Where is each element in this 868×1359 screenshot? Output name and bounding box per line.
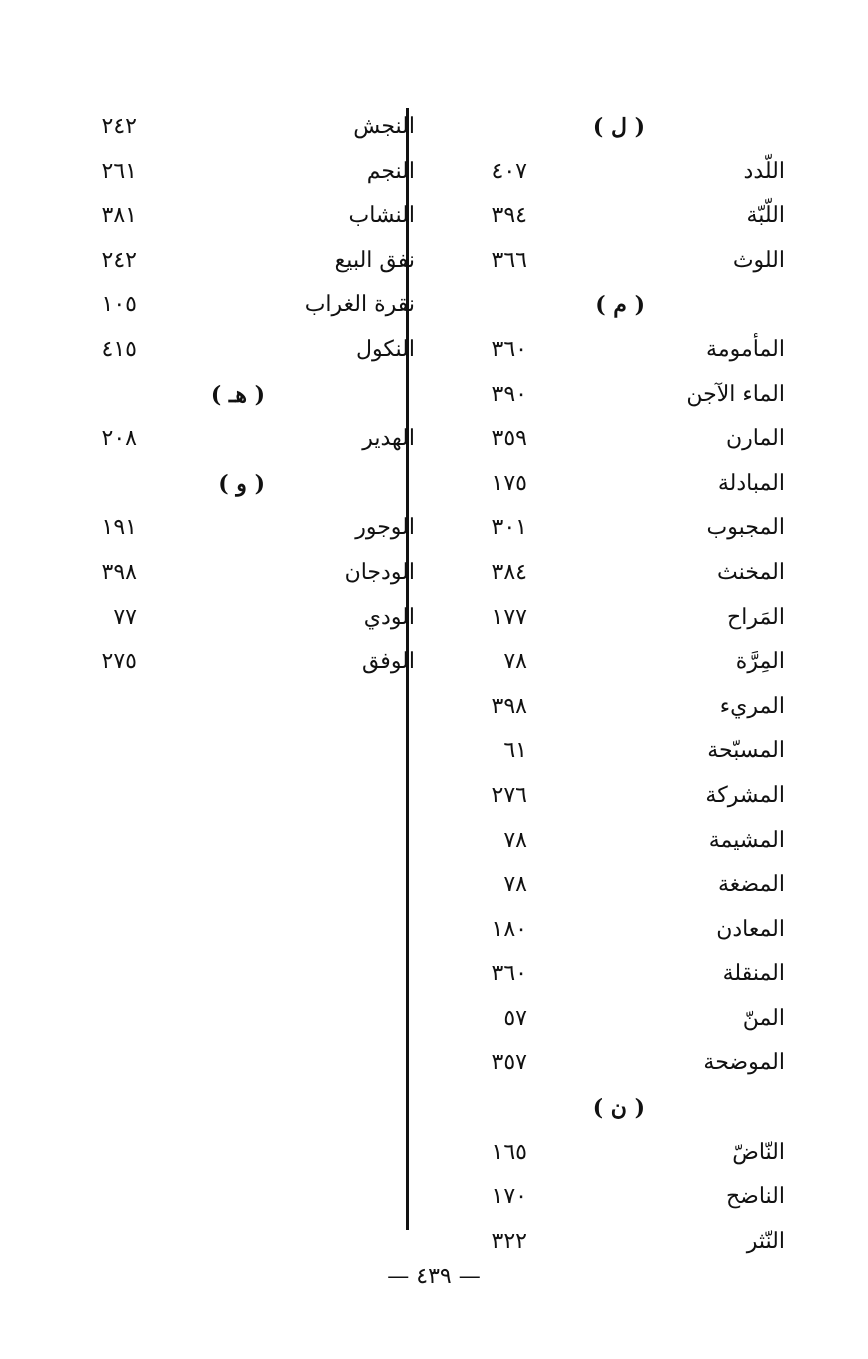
index-term: الموضحة (703, 1050, 785, 1076)
index-page-ref: ١٧٠ (491, 1184, 527, 1210)
index-page-ref: ٢٧٥ (101, 649, 137, 675)
index-page-ref: ٦١ (503, 738, 527, 764)
index-term: الوفق (361, 649, 415, 675)
index-term: اللّبّة (746, 203, 785, 229)
index-term: المَراح (727, 604, 785, 630)
index-page-ref: ٧٧ (113, 604, 137, 630)
index-term: المشيمة (708, 827, 785, 853)
index-entry (440, 911, 785, 956)
index-entry (440, 1178, 785, 1223)
index-entry (440, 1223, 785, 1268)
index-page-ref: ٣٢٢ (491, 1228, 527, 1254)
index-entry (60, 599, 415, 644)
index-term: المبادلة (717, 470, 785, 496)
index-entry (440, 1000, 785, 1045)
index-term: النجم (366, 158, 415, 184)
index-entry (440, 866, 785, 911)
index-term: الودجان (344, 559, 415, 585)
index-term: نقرة الغراب (304, 292, 415, 318)
letter-heading: ( م ) (595, 292, 645, 319)
index-page-ref: ٧٨ (503, 649, 527, 675)
index-page-ref: ٣٠١ (491, 515, 527, 541)
index-term: المارن (725, 426, 785, 452)
index-term: اللّدد (743, 158, 785, 184)
index-entry (60, 509, 415, 554)
index-entry (440, 376, 785, 421)
index-term: النجش (353, 114, 415, 139)
index-term: النشاب (348, 203, 415, 229)
index-entry (440, 509, 785, 554)
index-entry (440, 822, 785, 867)
index-page-ref: ٣٩٨ (491, 693, 527, 719)
index-page-ref: ٢٠٨ (101, 426, 137, 452)
index-term: المشركة (705, 782, 785, 808)
index-page-ref: ١٦٥ (491, 1139, 527, 1165)
index-term: الهدير (362, 426, 415, 452)
index-term: المضغة (717, 872, 785, 898)
index-term: الوجور (355, 515, 415, 541)
index-term: نفق البيع (334, 247, 415, 273)
index-entry (440, 420, 785, 465)
index-page-ref: ١٩١ (101, 515, 137, 541)
index-page-ref: ١٨٠ (491, 916, 527, 942)
index-entry (440, 1134, 785, 1179)
index-entry (440, 197, 785, 242)
index-entry (440, 554, 785, 599)
index-column-right (440, 108, 785, 1267)
index-entry (60, 331, 415, 376)
index-term: المجبوب (706, 515, 785, 541)
index-page-ref: ٣٦٠ (491, 336, 527, 362)
index-term: النّاضّ (732, 1139, 785, 1165)
letter-heading: ( ل ) (592, 114, 645, 140)
index-term: المخنث (717, 559, 785, 585)
letter-heading: ( ن ) (592, 1095, 645, 1122)
index-term: المعادن (716, 916, 785, 942)
index-entry (440, 688, 785, 733)
index-entry (60, 242, 415, 287)
index-page-ref: ٢٦١ (101, 158, 137, 184)
index-page-ref: ٣٦٠ (491, 961, 527, 987)
index-page-ref: ٢٤٢ (101, 247, 137, 273)
index-page-ref: ٥٧ (503, 1005, 527, 1031)
index-term: الودي (363, 604, 415, 630)
index-term: المِرَّة (735, 649, 785, 675)
index-term: المنّ (742, 1005, 785, 1031)
index-entry (440, 777, 785, 822)
index-page-ref: ٣٦٦ (491, 247, 527, 273)
index-page-ref: ١٠٥ (101, 292, 137, 318)
index-term: المريء (719, 693, 785, 719)
index-entry (440, 955, 785, 1000)
index-term: النكول (356, 336, 415, 362)
index-page-ref: ١٧٧ (491, 604, 527, 630)
index-page-ref: ٧٨ (503, 827, 527, 853)
index-page-ref: ٣٨١ (101, 203, 137, 229)
index-term: الناضح (725, 1184, 785, 1210)
index-entry (440, 1044, 785, 1089)
letter-heading-row (440, 108, 785, 153)
index-entry (60, 420, 415, 465)
index-entry (440, 643, 785, 688)
letter-heading-row (60, 465, 415, 510)
letter-heading: ( و ) (218, 470, 265, 497)
index-page-ref: ١٧٥ (491, 470, 527, 496)
index-page-ref: ٢٤٢ (101, 114, 137, 139)
letter-heading-row (440, 286, 785, 331)
index-entry (60, 197, 415, 242)
index-term: المسبّحة (707, 738, 785, 764)
index-term: المنقلة (722, 961, 785, 987)
index-entry (60, 286, 415, 331)
index-entry (440, 331, 785, 376)
index-page-ref: ٣٥٩ (491, 426, 527, 452)
letter-heading-row (60, 376, 415, 421)
page-number: — ٤٣٩ — (387, 1264, 481, 1289)
index-page-ref: ٧٨ (503, 872, 527, 898)
letter-heading-row (440, 1089, 785, 1134)
index-entry (60, 643, 415, 688)
index-page-ref: ٢٧٦ (491, 782, 527, 808)
index-page-ref: ٣٩٠ (491, 381, 527, 407)
index-page-ref: ٣٩٤ (491, 203, 527, 229)
index-entry (440, 242, 785, 287)
letter-heading: ( هـ ) (210, 381, 265, 408)
index-entry (60, 108, 415, 153)
index-page-ref: ٣٨٤ (491, 559, 527, 585)
index-entry (60, 153, 415, 198)
index-page-ref: ٤١٥ (101, 336, 137, 362)
index-page-ref: ٣٥٧ (491, 1050, 527, 1076)
index-entry (440, 599, 785, 644)
index-page-ref: ٣٩٨ (101, 559, 137, 585)
index-page-ref: ٤٠٧ (491, 158, 527, 184)
index-entry (440, 732, 785, 777)
index-term: الماء الآجن (686, 381, 785, 407)
index-entry (440, 153, 785, 198)
index-term: المأمومة (706, 336, 785, 362)
index-column-left (60, 108, 415, 688)
index-term: النّثر (746, 1228, 785, 1254)
index-entry (440, 465, 785, 510)
index-term: اللوث (732, 247, 785, 273)
index-entry (60, 554, 415, 599)
